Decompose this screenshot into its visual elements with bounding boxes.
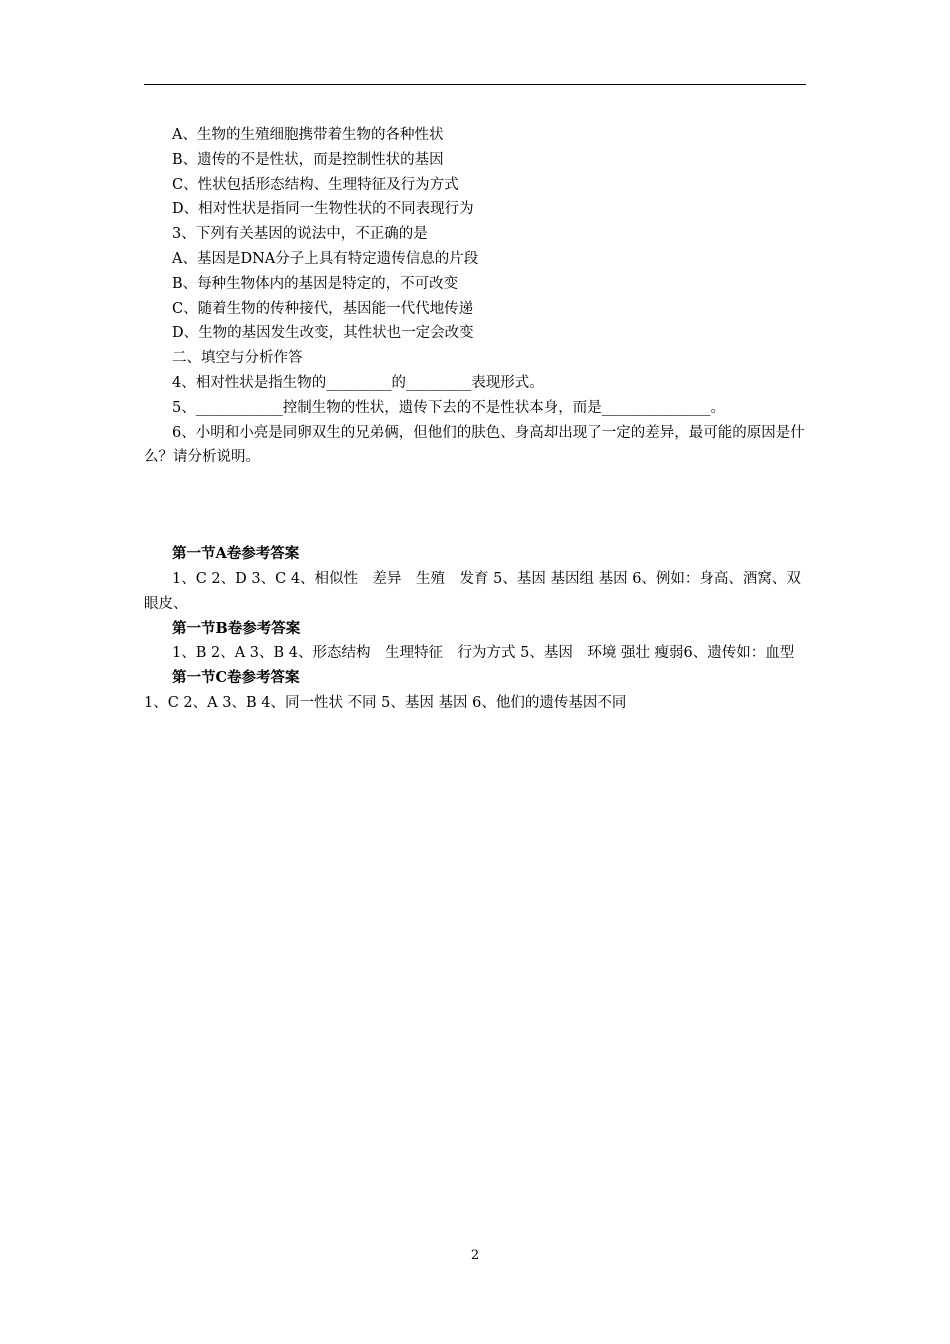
q6: 6、小明和小亮是同卵双生的兄弟俩，但他们的肤色、身高却出现了一定的差异，最可能的原因是什么？请分析说明。 xyxy=(144,424,805,466)
q4-blank-1: _________ xyxy=(326,374,392,391)
q5-blank-2: _______________ xyxy=(601,399,711,416)
section-title: 二、填空与分析作答 xyxy=(172,350,303,367)
q3-option-d: D、生物的基因发生改变，其性状也一定会改变 xyxy=(172,325,474,342)
answer-c-title: 第一节C卷参考答案 xyxy=(172,669,300,687)
q5-blank-1: ____________ xyxy=(195,399,283,416)
q3-option-b: B、每种生物体内的基因是特定的，不可改变 xyxy=(172,275,459,292)
q5-text-1: 5、 xyxy=(172,399,196,416)
q2-option-b: B、遗传的不是性状，而是控制性状的基因 xyxy=(172,151,444,168)
q3-option-c: C、随着生物的传种接代，基因能一代代地传递 xyxy=(172,300,474,317)
answer-a-text: 1、C 2、D 3、C 4、相似性 差异 生殖 发育 5、基因 基因组 基因 6、例如：身高、酒窝、双眼皮、 xyxy=(144,570,801,612)
q4-text-3: 表现形式。 xyxy=(471,374,544,391)
q3-stem: 3、下列有关基因的说法中，不正确的是 xyxy=(172,226,428,243)
answer-a-title: 第一节A卷参考答案 xyxy=(172,545,300,563)
q4-blank-2: _________ xyxy=(405,374,472,391)
spacer xyxy=(144,470,814,542)
q4 xyxy=(144,371,814,396)
q5-text-3: 。 xyxy=(710,399,725,416)
page-number: 2 xyxy=(470,1248,480,1263)
answer-c-text: 1、C 2、A 3、B 4、同一性状 不同 5、基因 基因 6、他们的遗传基因不同 xyxy=(144,694,627,711)
q5 xyxy=(144,396,814,421)
q5-text-2: 控制生物的性状，遗传下去的不是性状本身，而是 xyxy=(282,399,602,416)
answer-b-title: 第一节B卷参考答案 xyxy=(172,619,301,637)
document-body xyxy=(144,123,814,716)
q2-option-d: D、相对性状是指同一生物性状的不同表现行为 xyxy=(172,201,474,218)
q4-text-2: 的 xyxy=(391,374,406,391)
q2-option-a: A、生物的生殖细胞携带着生物的各种性状 xyxy=(172,127,444,143)
q4-text-1: 4、相对性状是指生物的 xyxy=(172,374,327,391)
header-rule xyxy=(144,84,806,85)
q2-option-c: C、性状包括形态结构、生理特征及行为方式 xyxy=(172,176,459,193)
q3-option-a: A、基因是DNA分子上具有特定遗传信息的片段 xyxy=(172,250,479,267)
answer-b-text: 1、B 2、A 3、B 4、形态结构 生理特征 行为方式 5、基因 环境 强壮 瘦弱6、遗传如：血型 xyxy=(172,645,795,662)
